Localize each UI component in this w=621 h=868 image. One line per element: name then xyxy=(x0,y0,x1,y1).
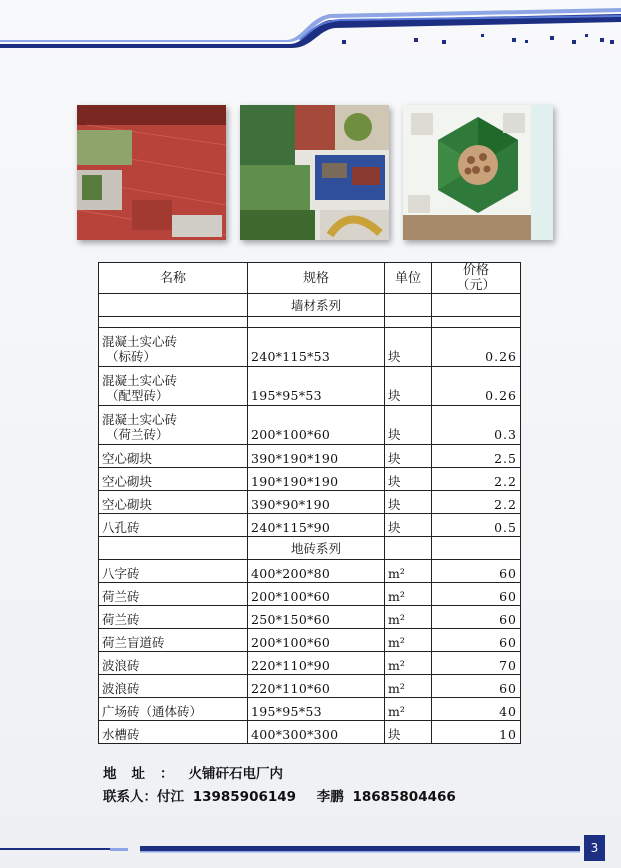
product-spec: 200*100*60 xyxy=(248,629,385,652)
product-price: 0.26 xyxy=(432,328,521,367)
product-name: 八字砖 xyxy=(99,560,248,583)
section-cell xyxy=(99,294,248,317)
contact-person-1: 付江 xyxy=(157,789,184,805)
table-row xyxy=(99,367,521,406)
product-name-line2: （荷兰砖） xyxy=(106,427,169,442)
product-name: 广场砖（通体砖） xyxy=(99,698,248,721)
product-name: 空心砌块 xyxy=(99,491,248,514)
price-table xyxy=(98,262,521,744)
product-unit: 块 xyxy=(385,328,432,367)
table-row xyxy=(99,675,521,698)
spacer-row xyxy=(99,317,521,328)
product-unit: 块 xyxy=(385,491,432,514)
product-name: 八孔砖 xyxy=(99,514,248,537)
product-unit: m² xyxy=(385,583,432,606)
table-row xyxy=(99,629,521,652)
product-name: 空心砌块 xyxy=(99,468,248,491)
spacer-cell xyxy=(432,317,521,328)
product-name-line1: 混凝土实心砖 xyxy=(102,412,178,427)
section-row-wall xyxy=(99,294,521,317)
product-name xyxy=(99,406,248,445)
product-price: 70 xyxy=(432,652,521,675)
product-spec: 240*115*53 xyxy=(248,328,385,367)
product-spec: 190*190*190 xyxy=(248,468,385,491)
section-wall-title: 墙材系列 xyxy=(248,294,385,317)
address-line xyxy=(103,762,283,782)
product-name: 荷兰盲道砖 xyxy=(99,629,248,652)
header-price-label: 价格 xyxy=(462,263,489,278)
table-row xyxy=(99,583,521,606)
product-unit: m² xyxy=(385,652,432,675)
product-spec: 390*90*190 xyxy=(248,491,385,514)
product-spec: 250*150*60 xyxy=(248,606,385,629)
section-row-floor xyxy=(99,537,521,560)
product-price: 60 xyxy=(432,583,521,606)
product-name-line1: 混凝土实心砖 xyxy=(102,373,178,388)
product-unit: 块 xyxy=(385,367,432,406)
product-price: 60 xyxy=(432,629,521,652)
product-name: 空心砌块 xyxy=(99,445,248,468)
table-row xyxy=(99,491,521,514)
header-price-unit: （元） xyxy=(456,278,496,293)
product-unit: m² xyxy=(385,560,432,583)
section-floor-title: 地砖系列 xyxy=(248,537,385,560)
product-name: 荷兰砖 xyxy=(99,583,248,606)
product-name xyxy=(99,367,248,406)
contact-phone-1: 13985906149 xyxy=(192,789,297,805)
product-price: 60 xyxy=(432,560,521,583)
product-unit: 块 xyxy=(385,468,432,491)
product-price: 40 xyxy=(432,698,521,721)
table-row xyxy=(99,606,521,629)
product-spec: 400*200*80 xyxy=(248,560,385,583)
product-unit: 块 xyxy=(385,406,432,445)
product-spec: 195*95*53 xyxy=(248,367,385,406)
table-row xyxy=(99,560,521,583)
product-spec: 195*95*53 xyxy=(248,698,385,721)
garden-brick-photo xyxy=(240,105,389,240)
header-spec: 规格 xyxy=(248,263,385,294)
product-spec: 390*190*190 xyxy=(248,445,385,468)
paving-brick-photo xyxy=(77,105,226,240)
ceramsite-application-photo xyxy=(403,105,553,240)
table-row xyxy=(99,468,521,491)
page-number: 3 xyxy=(584,835,605,861)
section-cell xyxy=(432,294,521,317)
contact-person-2: 李鹏 xyxy=(316,789,344,805)
product-price: 60 xyxy=(432,606,521,629)
product-name-line2: （标砖） xyxy=(106,349,157,364)
section-cell xyxy=(99,537,248,560)
table-row xyxy=(99,514,521,537)
section-cell xyxy=(432,537,521,560)
header-decoration xyxy=(0,0,621,60)
contact-phone-2: 18685804466 xyxy=(352,789,456,805)
product-spec: 240*115*90 xyxy=(248,514,385,537)
footer-decoration xyxy=(0,828,621,868)
product-price: 0.5 xyxy=(432,514,521,537)
contact-line xyxy=(103,785,456,805)
section-cell xyxy=(385,537,432,560)
table-row xyxy=(99,406,521,445)
product-name xyxy=(99,328,248,367)
product-spec: 200*100*60 xyxy=(248,406,385,445)
product-price: 0.26 xyxy=(432,367,521,406)
product-price: 2.2 xyxy=(432,491,521,514)
product-name: 荷兰砖 xyxy=(99,606,248,629)
product-spec: 200*100*60 xyxy=(248,583,385,606)
header-name: 名称 xyxy=(99,263,248,294)
product-spec: 400*300*300 xyxy=(248,721,385,744)
product-spec: 220*110*60 xyxy=(248,675,385,698)
table-row xyxy=(99,721,521,744)
product-spec: 220*110*90 xyxy=(248,652,385,675)
product-unit: m² xyxy=(385,675,432,698)
product-name: 波浪砖 xyxy=(99,652,248,675)
spacer-cell xyxy=(99,317,248,328)
product-name-line2: （配型砖） xyxy=(106,388,169,403)
table-row xyxy=(99,652,521,675)
product-price: 2.2 xyxy=(432,468,521,491)
product-name: 水槽砖 xyxy=(99,721,248,744)
spacer-cell xyxy=(248,317,385,328)
table-row xyxy=(99,698,521,721)
product-unit: 块 xyxy=(385,721,432,744)
contact-label: 联系人： xyxy=(103,789,157,805)
section-cell xyxy=(385,294,432,317)
header-price xyxy=(432,263,521,294)
product-unit: 块 xyxy=(385,514,432,537)
product-price: 60 xyxy=(432,675,521,698)
table-row xyxy=(99,445,521,468)
product-unit: 块 xyxy=(385,445,432,468)
product-name: 波浪砖 xyxy=(99,675,248,698)
product-unit: m² xyxy=(385,629,432,652)
table-row xyxy=(99,328,521,367)
product-price: 0.3 xyxy=(432,406,521,445)
address-label: 地址： xyxy=(103,766,189,782)
product-unit: m² xyxy=(385,606,432,629)
product-name-line1: 混凝土实心砖 xyxy=(102,334,178,349)
spacer-cell xyxy=(385,317,432,328)
address-value: 火铺矸石电厂内 xyxy=(188,766,283,782)
table-header-row xyxy=(99,263,521,294)
product-price: 10 xyxy=(432,721,521,744)
product-price: 2.5 xyxy=(432,445,521,468)
header-unit: 单位 xyxy=(385,263,432,294)
product-unit: m² xyxy=(385,698,432,721)
